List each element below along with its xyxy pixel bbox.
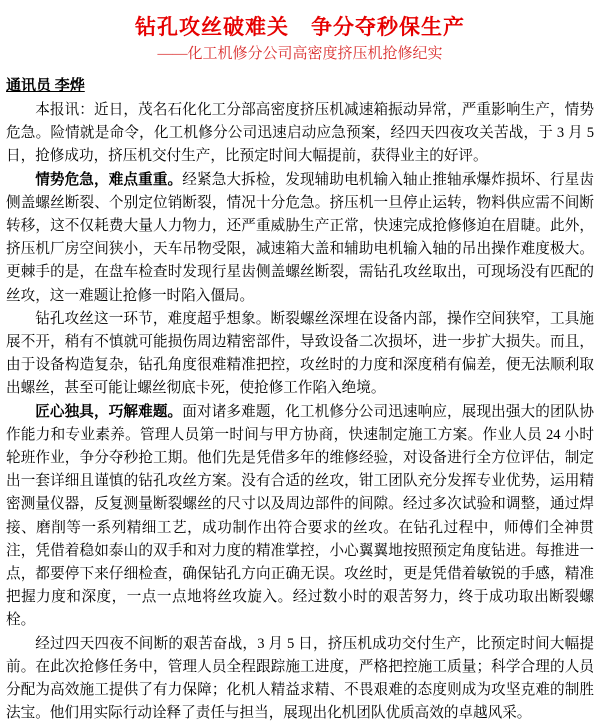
paragraph-text: 经紧急大拆检，发现辅助电机输入轴止推轴承爆炸损坏、行星齿侧盖螺丝断裂、个别定位销断裂，情况十分危急。挤压机一旦停止运转，物料供应需不间断转移，这不仅耗费大量人力物力，还严重威胁生产正常，快速完成抢修修迫在眉睫。此外，挤压机厂房空间狭小，天车吊物受限，减速箱大盖和辅助电机输入轴的吊出操作难度极大。更棘手的是，在盘车检查时发现行星齿侧盖螺丝断裂，需钻孔攻丝取出，可现场没有匹配的丝攻，这一难题让抢修一时陷入僵局。: [6, 171, 594, 304]
paragraph-text: 面对诸多难题，化工机修分公司迅速响应，展现出强大的团队协作能力和专业素养。管理人员第一时间与甲方协商，快速制定施工方案。作业人员 24 小时轮班作业，争分夺秒抢工期。他们先是凭借多年的维修经验，对设备进行全方位评估，制定出一套详细且谨慎的钻孔攻丝方案。没有合适的丝攻，钳工团队充分发挥专业优势，运用精密测量仪器，反复测量断裂螺丝的尺寸以及周边部件的间隙。经过多次试验和调整，通过焊接、磨削等一系列精细工艺，成功制作出符合要求的丝攻。在钻孔过程中，师傅们全神贯注，凭借着稳如泰山的双手和对力度的精准掌控，小心翼翼地按照预定角度钻进。每推进一点，都要停下来仔细检查，确保钻孔方向正确无误。攻丝时，更是凭借着敏锐的手感，精准把握力度和深度，一点一点地将丝攻旋入。经过数小时的艰苦努力，终于成功取出断裂螺栓。: [6, 403, 594, 629]
paragraph-lead: 情势危急，难点重重。: [35, 171, 183, 188]
article-paragraph: [6, 99, 594, 169]
article-subtitle: ——化工机修分公司高密度挤压机抢修纪实: [157, 46, 443, 62]
paragraph-text: 钻孔攻丝这一环节，难度超乎想象。断裂螺丝深埋在设备内部，操作空间狭窄，工具施展不开，稍有不慎就可能损伤周边精密部件，导致设备二次损坏，进一步扩大损失。而且，由于设备构造复杂，钻孔角度很难精准把控，攻丝时的力度和深度稍有偏差，便无法顺利取出螺丝，甚至可能让螺丝彻底卡死，使抢修工作陷入绝境。: [6, 310, 594, 397]
paragraph-text: 本报讯：近日，茂名石化化工分部高密度挤压机减速箱振动异常，严重影响生产，情势危急。险情就是命令，化工机修分公司迅速启动应急预案，经四天四夜攻关苦战，于 3 月 5 日，抢修成功，挤压机交付生产，比预定时间大幅提前，获得业主的好评。: [6, 102, 594, 165]
article-paragraph: [6, 169, 594, 308]
article-byline: 通讯员 李烨: [6, 78, 85, 94]
paragraph-lead: 匠心独具，巧解难题。: [35, 403, 183, 420]
article-paragraph: [6, 308, 594, 401]
article-body: [6, 99, 594, 725]
article-paragraph: [6, 401, 594, 633]
article-title: 钻孔攻丝破难关 争分夺秒保生产: [135, 16, 465, 39]
paragraph-text: 经过四天四夜不间断的艰苦奋战，3 月 5 日，挤压机成功交付生产，比预定时间大幅提前。在此次抢修任务中，管理人员全程跟踪施工进度，严格把控施工质量；科学合理的人员分配为高效施工提供了有力保障；化机人精益求精、不畏艰难的态度则成为攻坚克难的制胜法宝。他们用实际行动诠释了责任与担当，展现出化机团队优质高效的卓越风采。: [6, 635, 594, 722]
article-paragraph: [6, 633, 594, 725]
